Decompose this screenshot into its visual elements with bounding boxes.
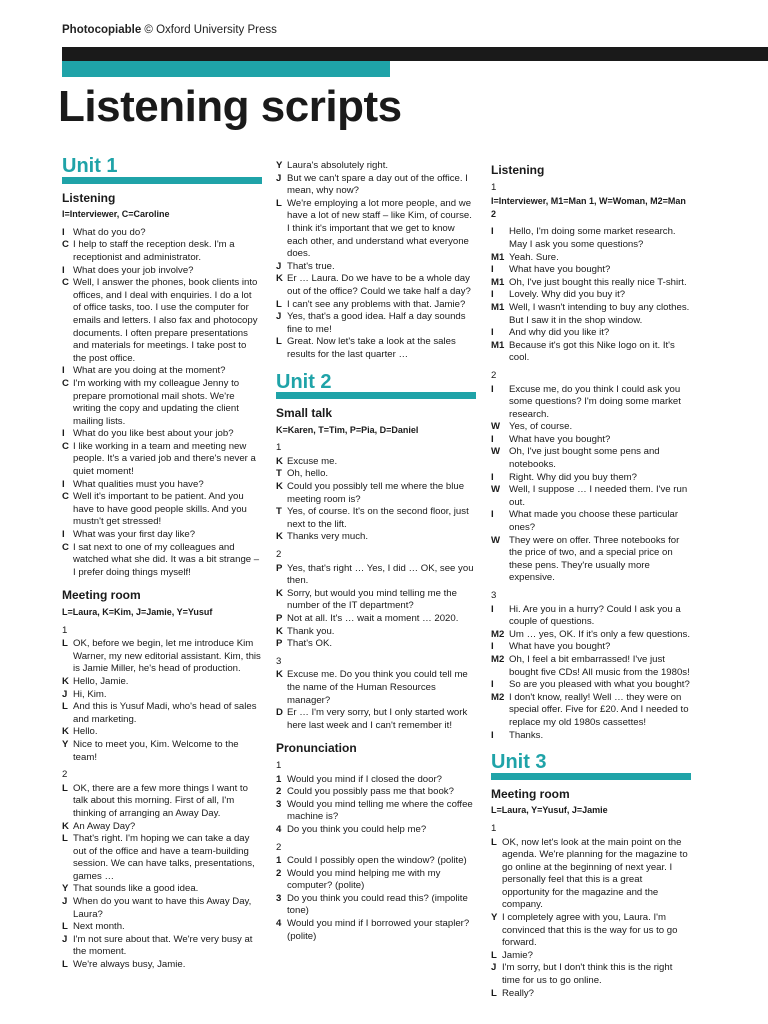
dialogue-line bbox=[491, 327, 691, 340]
dialogue-line bbox=[276, 563, 476, 588]
dialogue-line bbox=[276, 299, 476, 312]
dialogue-line bbox=[62, 638, 262, 676]
copyright-notice bbox=[62, 24, 277, 36]
line-text: And why did you like it? bbox=[509, 327, 610, 339]
dialogue-line bbox=[276, 588, 476, 613]
line-text: Do you think you could read this? (impolite tone) bbox=[287, 892, 468, 917]
line-text: Well, I wasn't intending to buy any clothes. But I saw it in the shop window. bbox=[509, 301, 690, 326]
dialogue-line bbox=[276, 786, 476, 799]
dialogue-line bbox=[491, 692, 691, 730]
speaker-label: I bbox=[491, 226, 494, 238]
line-text: I'm not sure about that. We're very busy at the moment. bbox=[73, 933, 253, 958]
speaker-label: 2 bbox=[276, 786, 282, 798]
dialogue bbox=[62, 227, 262, 580]
line-text: An Away Day? bbox=[73, 820, 136, 832]
line-text: What have you bought? bbox=[509, 641, 611, 653]
dialogue-line bbox=[276, 531, 476, 544]
dialogue-line bbox=[491, 837, 691, 913]
line-text: Could I possibly open the window? (polite) bbox=[287, 855, 467, 867]
dialogue-line bbox=[276, 855, 476, 868]
line-text: Well, I answer the phones, book clients into offices, and I deal with enquiries. I do a lot of office tasks, too. I use the computer for emails and letters. I also fax and photocopy documents. I often prepare presentations and materials for meetings. I take post to the post office. bbox=[73, 277, 258, 364]
speaker-label: K bbox=[276, 455, 283, 467]
speaker-label: M1 bbox=[491, 339, 505, 351]
dialogue-line bbox=[62, 726, 262, 739]
speaker-label: I bbox=[62, 478, 65, 490]
dialogue-line bbox=[62, 542, 262, 580]
line-text: What does your job involve? bbox=[73, 264, 194, 276]
dialogue-line bbox=[62, 428, 262, 441]
dialogue-line bbox=[62, 491, 262, 529]
dialogue-line bbox=[62, 883, 262, 896]
dialogue-line bbox=[62, 676, 262, 689]
dialogue-line bbox=[276, 707, 476, 732]
dialogue-line bbox=[62, 529, 262, 542]
line-text: Great. Now let's take a look at the sales results for the last quarter … bbox=[287, 336, 456, 360]
part-number: 1 bbox=[62, 624, 68, 636]
part-number: 2 bbox=[276, 549, 282, 561]
line-text: Really? bbox=[502, 987, 534, 999]
section-heading: Listening bbox=[491, 163, 545, 177]
speaker-label: M1 bbox=[491, 276, 505, 288]
line-text: Hello, I'm doing some market research. May I ask you some questions? bbox=[509, 226, 676, 250]
speaker-label: K bbox=[276, 625, 283, 637]
line-text: What have you bought? bbox=[509, 433, 611, 445]
line-text: Well it's important to be patient. And you have to have good people skills. And you mustn't get stressed! bbox=[73, 491, 247, 528]
dialogue-line bbox=[276, 336, 476, 361]
speaker-label: I bbox=[491, 289, 494, 301]
line-text: Could you possibly pass me that book? bbox=[287, 786, 454, 798]
speaker-label: K bbox=[62, 820, 69, 832]
speaker-label: T bbox=[276, 468, 282, 480]
dialogue-line bbox=[491, 535, 691, 585]
speaker-label: M2 bbox=[491, 653, 505, 665]
part-number: 1 bbox=[491, 181, 497, 193]
dialogue-line bbox=[276, 626, 476, 639]
dialogue-line bbox=[491, 988, 691, 1001]
line-text: Sorry, but would you mind telling me the number of the IT department? bbox=[287, 587, 457, 612]
line-text: Could you possibly tell me where the blue meeting room is? bbox=[287, 481, 465, 505]
line-text: Yes, of course. It's on the second floor, just next to the lift. bbox=[287, 506, 469, 530]
dialogue-line bbox=[491, 384, 691, 422]
dialogue-line bbox=[276, 638, 476, 651]
dialogue-line bbox=[491, 252, 691, 265]
speaker-label: L bbox=[62, 701, 68, 713]
line-text: Right. Why did you buy them? bbox=[509, 471, 637, 483]
line-text: Yes, that's a good idea. Half a day sounds fine to me! bbox=[287, 311, 466, 335]
speaker-label: L bbox=[491, 949, 497, 961]
speaker-label: 1 bbox=[276, 855, 282, 867]
dialogue bbox=[276, 669, 476, 732]
line-text: I completely agree with you, Laura. I'm convinced that this is the way for us to go forward. bbox=[502, 912, 678, 949]
dialogue-line bbox=[491, 730, 691, 743]
speaker-legend: L=Laura, Y=Yusuf, J=Jamie bbox=[491, 805, 608, 816]
dialogue-line bbox=[62, 783, 262, 821]
dialogue-line bbox=[276, 669, 476, 707]
dialogue-line bbox=[62, 277, 262, 365]
speaker-label: L bbox=[491, 836, 497, 848]
speaker-label: J bbox=[62, 933, 68, 945]
dialogue-line bbox=[491, 509, 691, 534]
dialogue-line bbox=[276, 799, 476, 824]
line-text: Hi. Are you in a hurry? Could I ask you a couple of questions. bbox=[509, 603, 681, 628]
speaker-label: P bbox=[276, 613, 283, 624]
speaker-label: J bbox=[276, 311, 282, 323]
speaker-label: Y bbox=[62, 883, 69, 895]
line-text: What are you doing at the moment? bbox=[73, 365, 226, 377]
line-text: I help to staff the reception desk. I'm a receptionist and administrator. bbox=[73, 239, 235, 263]
speaker-label: 2 bbox=[276, 867, 282, 879]
speaker-label: C bbox=[62, 239, 69, 251]
speaker-label: W bbox=[491, 421, 501, 433]
dialogue bbox=[491, 837, 691, 1001]
dialogue-line bbox=[276, 468, 476, 481]
part-number: 1 bbox=[276, 442, 282, 454]
dialogue-line bbox=[276, 824, 476, 837]
line-text: I sat next to one of my colleagues and watched what she did. It was a bit strange – I prefer doing things myself! bbox=[73, 541, 260, 578]
line-text: Next month. bbox=[73, 921, 125, 933]
dialogue-line bbox=[491, 679, 691, 692]
speaker-label: L bbox=[62, 959, 68, 971]
speaker-label: L bbox=[62, 921, 68, 933]
dialogue-line bbox=[491, 434, 691, 447]
line-text: Lovely. Why did you buy it? bbox=[509, 289, 626, 301]
speaker-label: 3 bbox=[276, 798, 282, 810]
dialogue bbox=[491, 226, 691, 365]
speaker-label: 4 bbox=[276, 823, 282, 835]
dialogue-line bbox=[62, 689, 262, 702]
speaker-label: C bbox=[62, 277, 69, 289]
speaker-label: L bbox=[62, 782, 68, 794]
speaker-label: P bbox=[276, 638, 283, 650]
speaker-label: C bbox=[62, 440, 69, 452]
line-text: What qualities must you have? bbox=[73, 478, 204, 490]
dialogue bbox=[62, 783, 262, 972]
line-text: And this is Yusuf Madi, who's head of sales and marketing. bbox=[73, 701, 257, 725]
dialogue bbox=[276, 563, 476, 651]
line-text: That's true. bbox=[287, 260, 335, 272]
speaker-label: 3 bbox=[276, 892, 282, 904]
dialogue-line bbox=[62, 365, 262, 378]
dialogue-line bbox=[276, 506, 476, 531]
header-teal-bar bbox=[62, 61, 390, 77]
speaker-label: L bbox=[491, 987, 497, 999]
speaker-label: K bbox=[276, 669, 283, 681]
dialogue-line bbox=[276, 918, 476, 943]
speaker-label: K bbox=[276, 587, 283, 599]
line-text: They were on offer. Three notebooks for the price of two, and a special price on these pens. They're usually more expensive. bbox=[509, 534, 680, 584]
line-text: OK, there are a few more things I want to talk about this morning. First of all, I'm thinking of arranging an Away Day. bbox=[73, 782, 248, 819]
dialogue-line bbox=[491, 950, 691, 963]
line-text: What do you do? bbox=[73, 226, 146, 238]
dialogue bbox=[491, 604, 691, 743]
speaker-label: W bbox=[491, 446, 501, 458]
section-heading: Pronunciation bbox=[276, 741, 357, 756]
line-text: What was your first day like? bbox=[73, 529, 196, 541]
speaker-label: I bbox=[491, 603, 494, 615]
line-text: Oh, I feel a bit embarrassed! I've just bought five CDs! All music from the 1980s! bbox=[509, 653, 690, 678]
line-text: Er … Laura. Do we have to be a whole day out of the office? Could we take half a day? bbox=[287, 273, 471, 297]
part-number: 3 bbox=[276, 655, 282, 667]
line-text: Jamie? bbox=[502, 949, 533, 961]
speaker-label: I bbox=[491, 471, 494, 483]
speaker-label: K bbox=[62, 726, 69, 738]
speaker-label: M1 bbox=[491, 301, 505, 313]
speaker-label: P bbox=[276, 562, 283, 574]
dialogue-line bbox=[276, 173, 476, 198]
speaker-label: I bbox=[62, 529, 65, 541]
dialogue-line bbox=[276, 273, 476, 298]
section-heading: Meeting room bbox=[62, 588, 141, 603]
line-text: What have you bought? bbox=[509, 264, 611, 276]
line-text: That's OK. bbox=[287, 638, 333, 650]
speaker-label: J bbox=[491, 962, 497, 974]
dialogue-line bbox=[62, 265, 262, 278]
dialogue-line bbox=[491, 484, 691, 509]
section-heading: Listening bbox=[62, 190, 116, 205]
dialogue-line bbox=[62, 239, 262, 264]
dialogue-line bbox=[62, 479, 262, 492]
speaker-label: I bbox=[491, 433, 494, 445]
dialogue bbox=[491, 384, 691, 586]
dialogue-line bbox=[276, 198, 476, 261]
line-text: I'm sorry, but I don't think this is the right time for us to go online. bbox=[502, 962, 673, 987]
line-text: Would you mind if I borrowed your stapler? (polite) bbox=[287, 918, 470, 942]
dialogue-line bbox=[62, 739, 262, 764]
column-2 bbox=[276, 160, 476, 943]
speaker-label: M2 bbox=[491, 628, 505, 640]
dialogue-line bbox=[276, 613, 476, 626]
line-text: Oh, I've just bought some pens and notebooks. bbox=[509, 446, 660, 471]
part-number: 2 bbox=[62, 769, 68, 781]
speaker-label: Y bbox=[62, 738, 69, 750]
line-text: What made you choose these particular ones? bbox=[509, 509, 679, 534]
unit-heading: Unit 2 bbox=[276, 376, 476, 400]
line-text: Thanks very much. bbox=[287, 531, 369, 543]
dialogue bbox=[276, 456, 476, 544]
dialogue-line bbox=[491, 289, 691, 302]
line-text: We're employing a lot more people, and we have a lot of new staff – like Kim, of course. I think it's important that we get to know each other, and understand what everyone does. bbox=[287, 197, 472, 260]
speaker-label: C bbox=[62, 541, 69, 553]
photocopiable-label: Photocopiable bbox=[62, 24, 142, 36]
dialogue-line bbox=[491, 340, 691, 365]
speaker-label: I bbox=[491, 509, 494, 521]
dialogue-line bbox=[491, 264, 691, 277]
dialogue-line bbox=[276, 893, 476, 918]
speaker-label: J bbox=[62, 896, 68, 908]
section-heading: Meeting room bbox=[491, 786, 570, 801]
line-text: What do you like best about your job? bbox=[73, 428, 234, 440]
line-text: Well, I suppose … I needed them. I've run out. bbox=[509, 484, 688, 508]
dialogue-line bbox=[62, 378, 262, 428]
line-text: Excuse me. Do you think you could tell me the name of the Human Resources manager? bbox=[287, 669, 468, 706]
speaker-label: D bbox=[276, 707, 283, 719]
speaker-label: K bbox=[62, 675, 69, 687]
dialogue-line bbox=[491, 962, 691, 987]
speaker-label: I bbox=[62, 226, 65, 238]
speaker-label: K bbox=[276, 531, 283, 543]
line-text: Would you mind if I closed the door? bbox=[287, 773, 443, 785]
dialogue-line bbox=[491, 302, 691, 327]
dialogue-line bbox=[276, 160, 476, 173]
speaker-label: M1 bbox=[491, 251, 505, 263]
speaker-legend: K=Karen, T=Tim, P=Pia, D=Daniel bbox=[276, 424, 419, 435]
line-text: Because it's got this Nike logo on it. It's cool. bbox=[509, 339, 675, 364]
line-text: Thanks. bbox=[509, 729, 544, 741]
line-text: Yes, of course. bbox=[509, 421, 573, 433]
speaker-label: T bbox=[276, 506, 282, 518]
speaker-label: 4 bbox=[276, 918, 282, 930]
line-text: That sounds like a good idea. bbox=[73, 883, 199, 895]
dialogue-line bbox=[62, 934, 262, 959]
part-number: 3 bbox=[491, 590, 497, 601]
line-text: I can't see any problems with that. Jamie? bbox=[287, 298, 466, 310]
unit-heading: Unit 3 bbox=[491, 756, 691, 780]
speaker-label: I bbox=[62, 365, 65, 377]
speaker-label: L bbox=[276, 298, 282, 310]
line-text: Um … yes, OK. If it's only a few questions. bbox=[509, 628, 690, 640]
line-text: Oh, hello. bbox=[287, 468, 329, 480]
speaker-legend: I=Interviewer, C=Caroline bbox=[62, 209, 170, 220]
speaker-label: 1 bbox=[276, 773, 282, 785]
numbered-list bbox=[276, 774, 476, 837]
line-text: When do you want to have this Away Day, Laura? bbox=[73, 896, 252, 920]
part-number: 1 bbox=[491, 822, 497, 834]
speaker-label: C bbox=[62, 491, 69, 503]
dialogue-line bbox=[62, 227, 262, 240]
line-text: Thank you. bbox=[287, 625, 335, 637]
line-text: Do you think you could help me? bbox=[287, 823, 427, 835]
dialogue-line bbox=[491, 421, 691, 434]
numbered-list bbox=[276, 855, 476, 943]
speaker-label: J bbox=[276, 260, 282, 272]
speaker-label: L bbox=[276, 197, 282, 209]
dialogue bbox=[276, 160, 476, 362]
speaker-label: I bbox=[491, 641, 494, 653]
line-text: OK, before we begin, let me introduce Kim Warner, my new editorial assistant. Kim, this is Jamie Miller, he's head of production. bbox=[73, 638, 261, 675]
speaker-label: I bbox=[491, 383, 494, 395]
dialogue-line bbox=[276, 261, 476, 274]
publisher-label: © Oxford University Press bbox=[141, 24, 277, 36]
line-text: Yeah. Sure. bbox=[509, 251, 559, 263]
line-text: I don't know, really! Well … they were on special offer. Five for £20. And I needed to replace my old 1980s cassettes! bbox=[509, 691, 689, 728]
column-1 bbox=[62, 155, 262, 972]
speaker-label: K bbox=[276, 273, 283, 285]
line-text: So are you pleased with what you bought? bbox=[509, 679, 690, 691]
speaker-label: I bbox=[491, 327, 494, 339]
line-text: Er … I'm very sorry, but I only started work here last week and I can't remember it! bbox=[287, 707, 468, 731]
speaker-label: J bbox=[62, 688, 68, 700]
line-text: That's right. I'm hoping we can take a day out of the office and have a team-building session. We can have talks, presentations, games … bbox=[73, 833, 255, 882]
speaker-label: W bbox=[491, 534, 501, 546]
line-text: Laura's absolutely right. bbox=[287, 160, 389, 171]
line-text: I'm working with my colleague Jenny to prepare promotional mail shots. We're writing the copy and updating the client mailing lists. bbox=[73, 377, 240, 427]
dialogue bbox=[62, 638, 262, 764]
speaker-label: Y bbox=[276, 160, 283, 171]
part-number: 2 bbox=[276, 841, 282, 853]
speaker-legend: I=Interviewer, M1=Man 1, W=Woman, M2=Man 2 bbox=[491, 196, 686, 219]
speaker-label: I bbox=[491, 729, 494, 741]
dialogue-line bbox=[491, 472, 691, 485]
dialogue-line bbox=[491, 654, 691, 679]
dialogue-line bbox=[491, 277, 691, 290]
dialogue-line bbox=[62, 896, 262, 921]
speaker-label: I bbox=[491, 679, 494, 691]
speaker-label: Y bbox=[491, 912, 498, 924]
dialogue-line bbox=[62, 959, 262, 972]
part-number: 2 bbox=[491, 369, 497, 381]
dialogue-line bbox=[276, 481, 476, 506]
dialogue-line bbox=[276, 774, 476, 787]
speaker-label: L bbox=[62, 833, 68, 845]
column-3 bbox=[491, 160, 691, 1000]
page-title: Listening scripts bbox=[58, 82, 402, 131]
dialogue-line bbox=[62, 833, 262, 883]
speaker-label: I bbox=[62, 428, 65, 440]
line-text: Hello, Jamie. bbox=[73, 675, 129, 687]
dialogue-line bbox=[276, 868, 476, 893]
line-text: Excuse me, do you think I could ask you some questions? I'm doing some market research. bbox=[509, 383, 681, 420]
dialogue-line bbox=[491, 604, 691, 629]
line-text: We're always busy, Jamie. bbox=[73, 959, 186, 971]
unit-heading: Unit 1 bbox=[62, 160, 262, 184]
line-text: Oh, I've just bought this really nice T-shirt. bbox=[509, 276, 687, 288]
dialogue-line bbox=[491, 641, 691, 654]
speaker-label: W bbox=[491, 484, 501, 496]
dialogue-line bbox=[62, 441, 262, 479]
speaker-label: I bbox=[491, 264, 494, 276]
dialogue-line bbox=[491, 629, 691, 642]
dialogue-line bbox=[62, 821, 262, 834]
part-number: 1 bbox=[276, 759, 282, 771]
section-heading: Small talk bbox=[276, 406, 333, 421]
line-text: Hello. bbox=[73, 726, 98, 738]
line-text: Would you mind telling me where the coffee machine is? bbox=[287, 798, 473, 823]
speaker-label: L bbox=[62, 638, 68, 650]
line-text: Not at all. It's … wait a moment … 2020. bbox=[287, 613, 459, 624]
line-text: I like working in a team and meeting new people. It's a varied job and there's never a quiet moment! bbox=[73, 440, 256, 478]
dialogue-line bbox=[491, 446, 691, 471]
line-text: Excuse me. bbox=[287, 455, 338, 467]
speaker-label: C bbox=[62, 377, 69, 389]
dialogue-line bbox=[62, 701, 262, 726]
line-text: OK, now let's look at the main point on the agenda. We're planning for the magazine to go online at the beginning of next year. I personally feel that this is a great opportunity for the magazine and the company. bbox=[502, 836, 688, 911]
line-text: Nice to meet you, Kim. Welcome to the team! bbox=[73, 738, 239, 763]
speaker-legend: L=Laura, K=Kim, J=Jamie, Y=Yusuf bbox=[62, 607, 213, 617]
speaker-label: M2 bbox=[491, 691, 505, 703]
dialogue-line bbox=[276, 311, 476, 336]
speaker-label: I bbox=[62, 264, 65, 276]
speaker-label: L bbox=[276, 336, 282, 348]
line-text: Yes, that's right … Yes, I did … OK, see you then. bbox=[287, 562, 474, 587]
speaker-label: J bbox=[276, 172, 282, 184]
header-black-bar bbox=[62, 47, 768, 61]
line-text: But we can't spare a day out of the office. I mean, why now? bbox=[287, 172, 468, 197]
line-text: Would you mind helping me with my computer? (polite) bbox=[287, 867, 441, 892]
dialogue-line bbox=[491, 912, 691, 950]
speaker-label: K bbox=[276, 481, 283, 493]
line-text: Hi, Kim. bbox=[73, 688, 107, 700]
dialogue-line bbox=[276, 456, 476, 469]
dialogue-line bbox=[491, 226, 691, 251]
dialogue-line bbox=[62, 921, 262, 934]
